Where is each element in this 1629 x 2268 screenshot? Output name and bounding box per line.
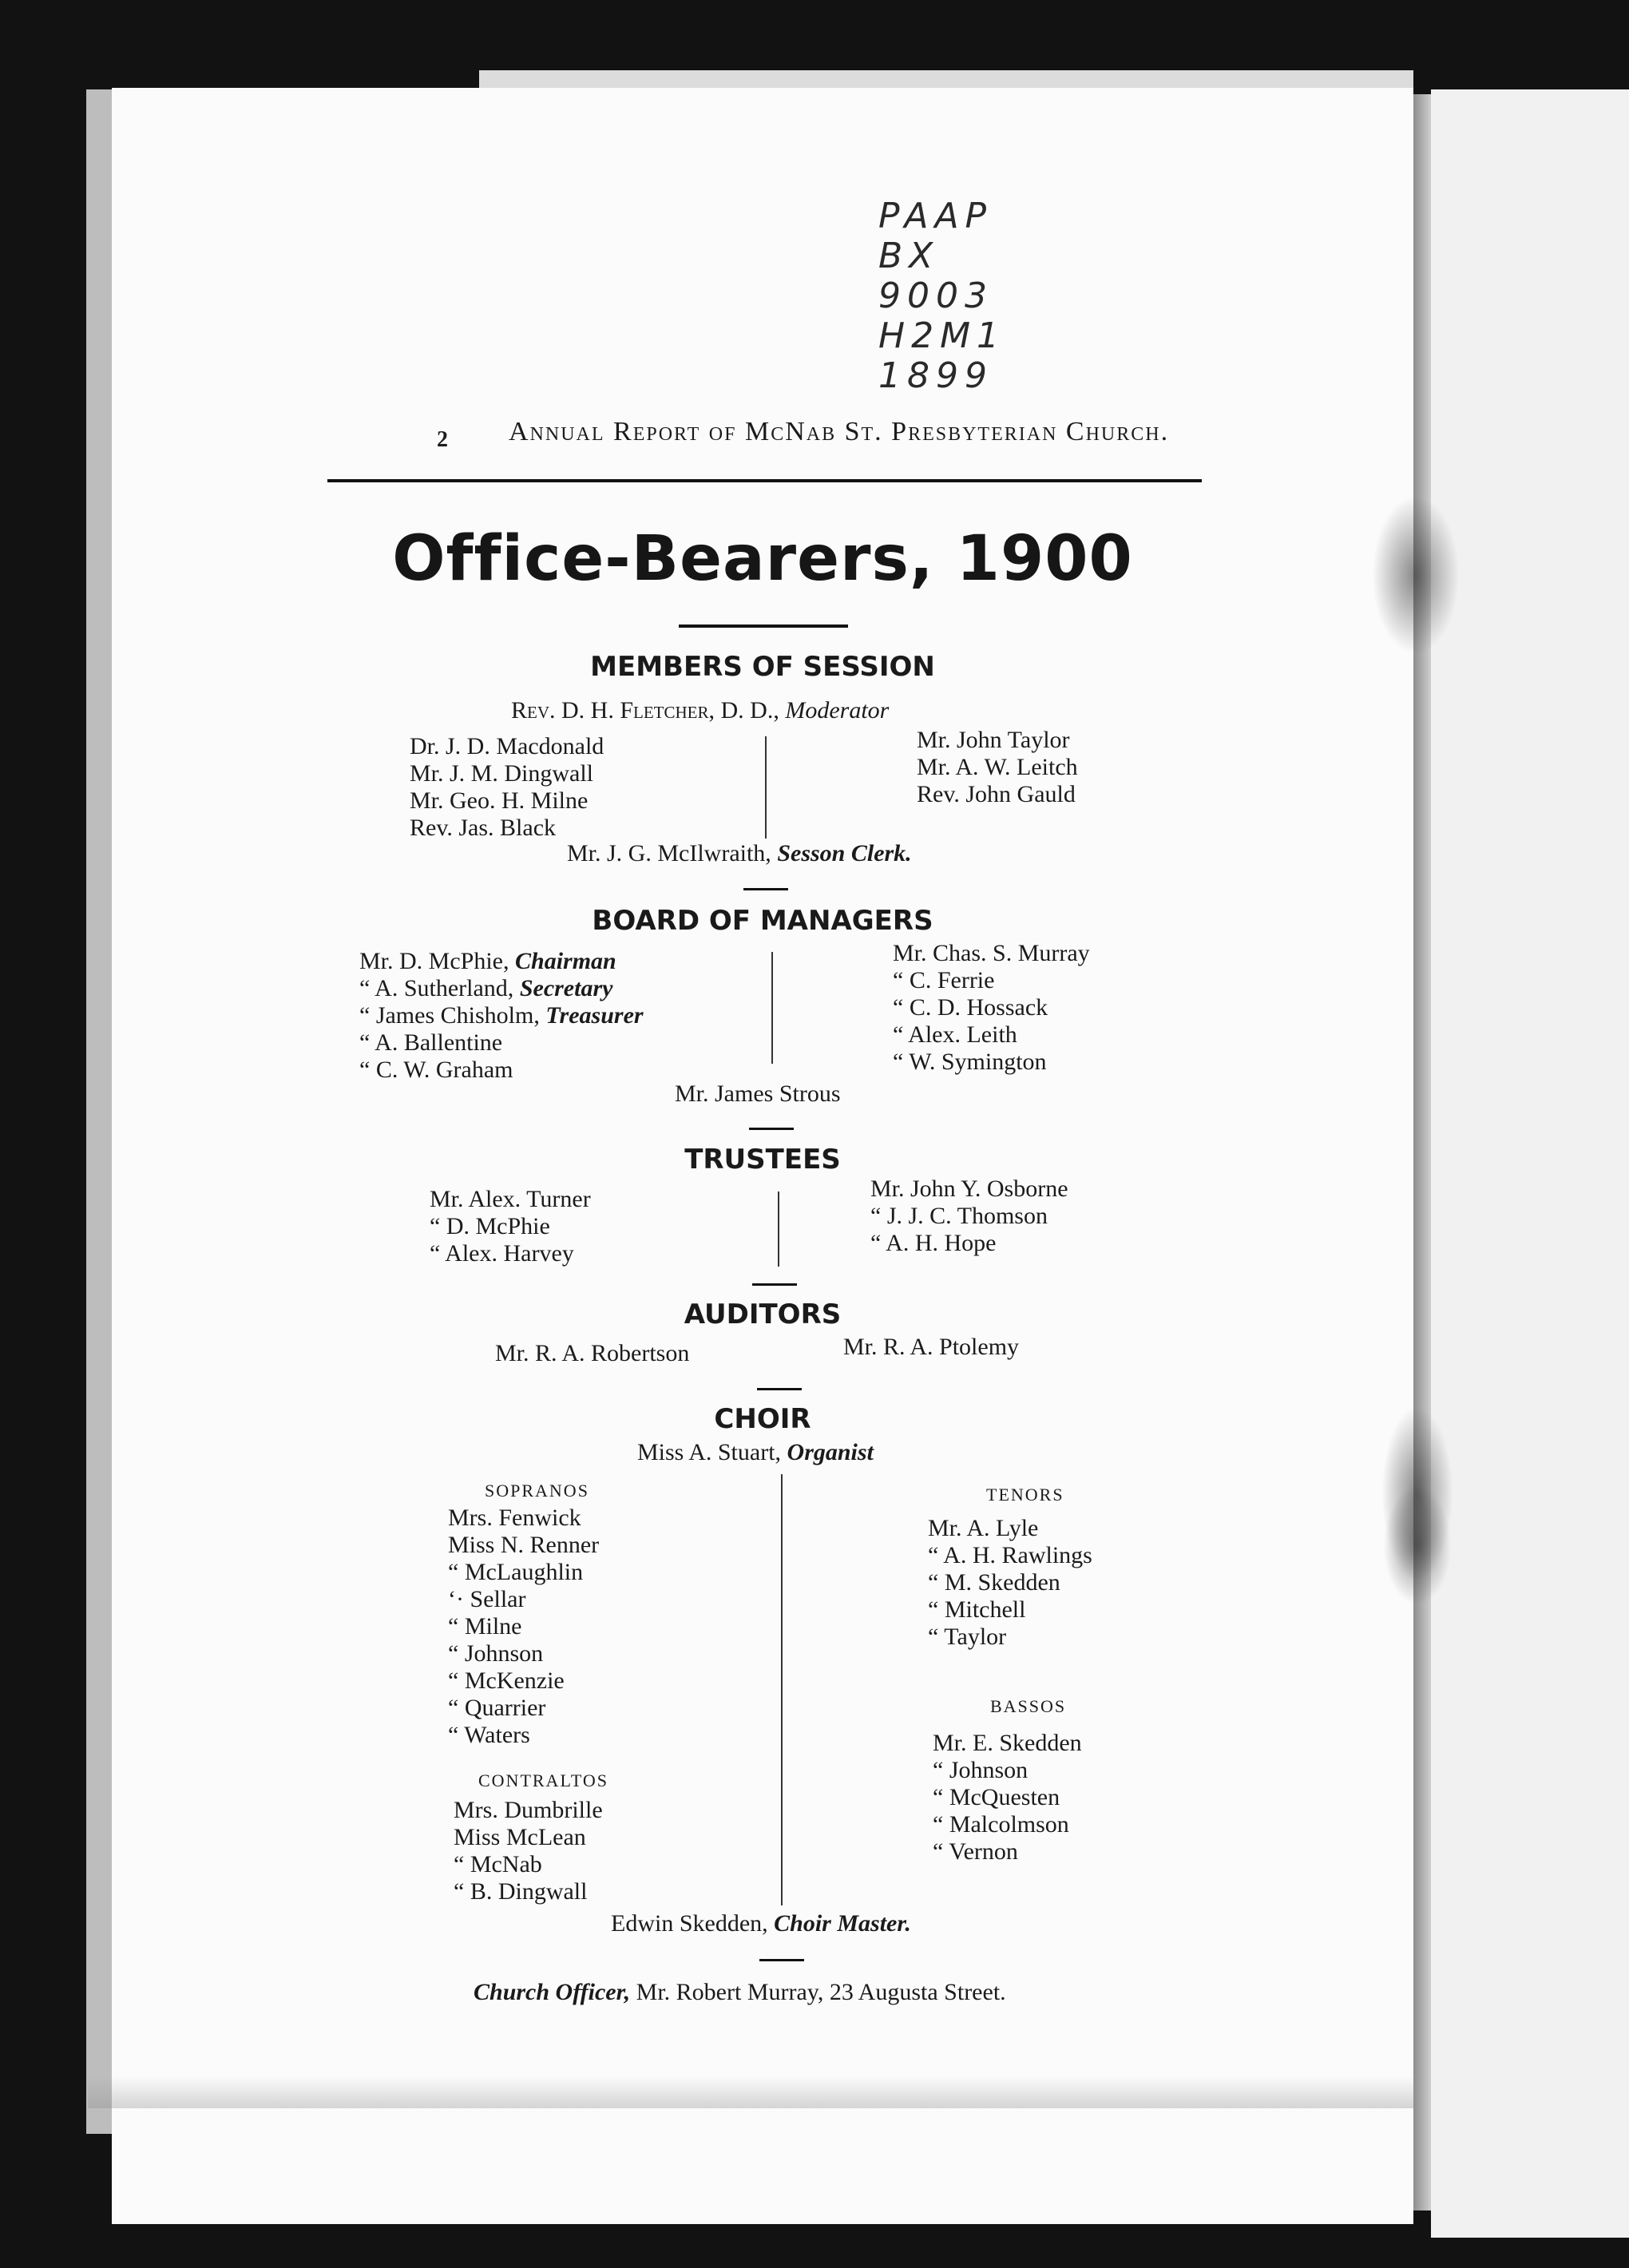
trustees-left-column — [430, 1186, 591, 1267]
church-officer-name: Mr. Robert Murray, 23 Augusta Street. — [636, 1979, 1006, 2005]
list-item: “ Johnson — [933, 1757, 1029, 1783]
running-head: Annual Report of McNab St. Presbyterian Church. — [509, 417, 1170, 446]
church-officer — [474, 1979, 1006, 2006]
list-item: “ M. Skedden — [928, 1569, 1060, 1596]
section-divider — [752, 1283, 797, 1286]
list-item: Mrs. Dumbrille — [454, 1797, 603, 1823]
list-item: Mr. Alex. Turner — [430, 1186, 591, 1212]
list-item: Rev. John Gauld — [917, 781, 1076, 807]
bassos-list — [933, 1730, 1082, 1866]
section-divider — [759, 1959, 804, 1961]
trustees-right-column — [870, 1176, 1068, 1257]
auditor-left: Mr. R. A. Robertson — [495, 1340, 690, 1366]
section-divider — [743, 888, 788, 890]
column-divider — [781, 1474, 783, 1905]
list-item: Mr. A. Lyle — [928, 1515, 1039, 1541]
moderator-role: Moderator — [785, 697, 890, 724]
choir-organist — [637, 1439, 874, 1466]
managers-right-column — [893, 940, 1090, 1076]
list-item: Dr. J. D. Macdonald — [410, 733, 604, 759]
sopranos-list — [448, 1505, 599, 1749]
choir-master-role: Choir Master. — [774, 1910, 911, 1937]
managers-footer: Mr. James Strous — [675, 1080, 841, 1107]
section-divider — [757, 1388, 802, 1390]
list-item: “ McQuesten — [933, 1784, 1060, 1810]
list-item: Mr. John Y. Osborne — [870, 1176, 1068, 1202]
session-left-column — [410, 733, 604, 842]
list-item: “ Johnson — [448, 1640, 544, 1667]
list-item: “ McLaughlin — [448, 1559, 584, 1585]
list-item: Miss McLean — [454, 1824, 586, 1850]
list-item: “ McNab — [454, 1851, 542, 1877]
list-item: “ J. J. C. Thomson — [870, 1203, 1048, 1229]
choir-master — [611, 1910, 911, 1937]
list-item — [359, 1029, 644, 1057]
column-divider — [771, 952, 773, 1064]
ink-blot — [1372, 495, 1460, 655]
list-item: ‘· Sellar — [448, 1586, 526, 1612]
list-item: “ Mitchell — [928, 1596, 1026, 1623]
session-heading: MEMBERS OF SESSION — [590, 651, 935, 683]
church-officer-role: Church Officer, — [474, 1979, 631, 2005]
trustees-heading: TRUSTEES — [684, 1144, 841, 1176]
list-item: Mr. Geo. H. Milne — [410, 787, 589, 814]
tenors-label: TENORS — [986, 1485, 1064, 1505]
header-rule — [327, 479, 1202, 482]
auditor-right: Mr. R. A. Ptolemy — [843, 1334, 1020, 1360]
list-item: Miss N. Renner — [448, 1532, 600, 1558]
sopranos-label: SOPRANOS — [485, 1481, 589, 1501]
call-number-line: PAAP — [878, 196, 993, 236]
organist-role: Organist — [787, 1439, 874, 1465]
next-page — [1431, 89, 1629, 2238]
member-name: Mr. D. McPhie, — [359, 948, 509, 974]
contraltos-label: CONTRALTOS — [478, 1770, 609, 1790]
call-number-line: 1899 — [878, 355, 993, 396]
list-item: Rev. Jas. Black — [410, 815, 557, 841]
list-item: “ Quarrier — [448, 1695, 546, 1721]
list-item: “ Milne — [448, 1613, 522, 1640]
section-divider — [749, 1128, 794, 1130]
list-item — [359, 1002, 644, 1029]
list-item: “ Malcolmson — [933, 1811, 1069, 1838]
page-bottom-shadow — [88, 2076, 1413, 2108]
list-item: “ McKenzie — [448, 1667, 565, 1694]
list-item: “ C. Ferrie — [893, 967, 995, 993]
bassos-label: BASSOS — [990, 1696, 1067, 1716]
list-item: Mr. Chas. S. Murray — [893, 940, 1090, 966]
list-item: “ D. McPhie — [430, 1213, 550, 1239]
page-number: 2 — [437, 427, 448, 452]
list-item: Mrs. Fenwick — [448, 1505, 581, 1531]
list-item — [359, 975, 644, 1002]
managers-heading: BOARD OF MANAGERS — [592, 905, 933, 937]
list-item: “ C. D. Hossack — [893, 994, 1048, 1021]
organist-name: Miss A. Stuart, — [637, 1439, 782, 1465]
page-gutter — [1413, 94, 1431, 2211]
member-role: Chairman — [515, 948, 616, 974]
member-name: “ A. Sutherland, — [359, 975, 514, 1001]
session-moderator — [511, 697, 889, 724]
choir-heading: CHOIR — [714, 1403, 811, 1435]
list-item: “ W. Symington — [893, 1049, 1047, 1075]
page-stack-left — [86, 89, 113, 2134]
list-item — [359, 1057, 644, 1084]
member-role: Secretary — [519, 975, 613, 1001]
managers-left-column — [359, 948, 644, 1084]
page-title: Office-Bearers, 1900 — [392, 523, 1133, 595]
list-item: “ Alex. Harvey — [430, 1240, 574, 1267]
column-divider — [778, 1191, 779, 1267]
list-item: “ Vernon — [933, 1838, 1018, 1865]
member-name: “ A. Ballentine — [359, 1029, 503, 1056]
call-number-line: 9003 — [878, 276, 993, 316]
list-item — [359, 948, 644, 975]
choir-master-name: Edwin Skedden, — [611, 1910, 768, 1937]
list-item: “ A. H. Hope — [870, 1230, 997, 1256]
title-underline — [679, 624, 848, 628]
contraltos-list — [454, 1797, 603, 1905]
list-item: “ Alex. Leith — [893, 1021, 1017, 1048]
list-item: “ A. H. Rawlings — [928, 1542, 1092, 1568]
session-right-column — [917, 727, 1078, 808]
member-name: “ James Chisholm, — [359, 1002, 540, 1029]
ink-blot — [1383, 1485, 1452, 1605]
auditors-heading: AUDITORS — [684, 1299, 842, 1330]
document-page — [112, 88, 1413, 2224]
clerk-role: Sesson Clerk. — [777, 840, 912, 866]
list-item: “ Waters — [448, 1722, 530, 1748]
list-item: Mr. A. W. Leitch — [917, 754, 1078, 780]
list-item: Mr. J. M. Dingwall — [410, 760, 594, 787]
call-number-line: H2M1 — [878, 315, 1006, 356]
list-item: “ Taylor — [928, 1624, 1007, 1650]
list-item: Mr. E. Skedden — [933, 1730, 1082, 1756]
tenors-list — [928, 1515, 1092, 1651]
list-item: Mr. John Taylor — [917, 727, 1070, 753]
list-item: “ B. Dingwall — [454, 1878, 588, 1905]
call-number-line: BX — [878, 236, 940, 276]
member-name: “ C. W. Graham — [359, 1057, 513, 1083]
moderator-name: Rev. D. H. Fletcher, D. D., — [511, 697, 779, 724]
clerk-name: Mr. J. G. McIlwraith, — [567, 840, 771, 866]
library-call-number — [878, 196, 1005, 396]
column-divider — [765, 736, 767, 839]
member-role: Treasurer — [545, 1002, 644, 1029]
session-clerk — [567, 840, 912, 867]
